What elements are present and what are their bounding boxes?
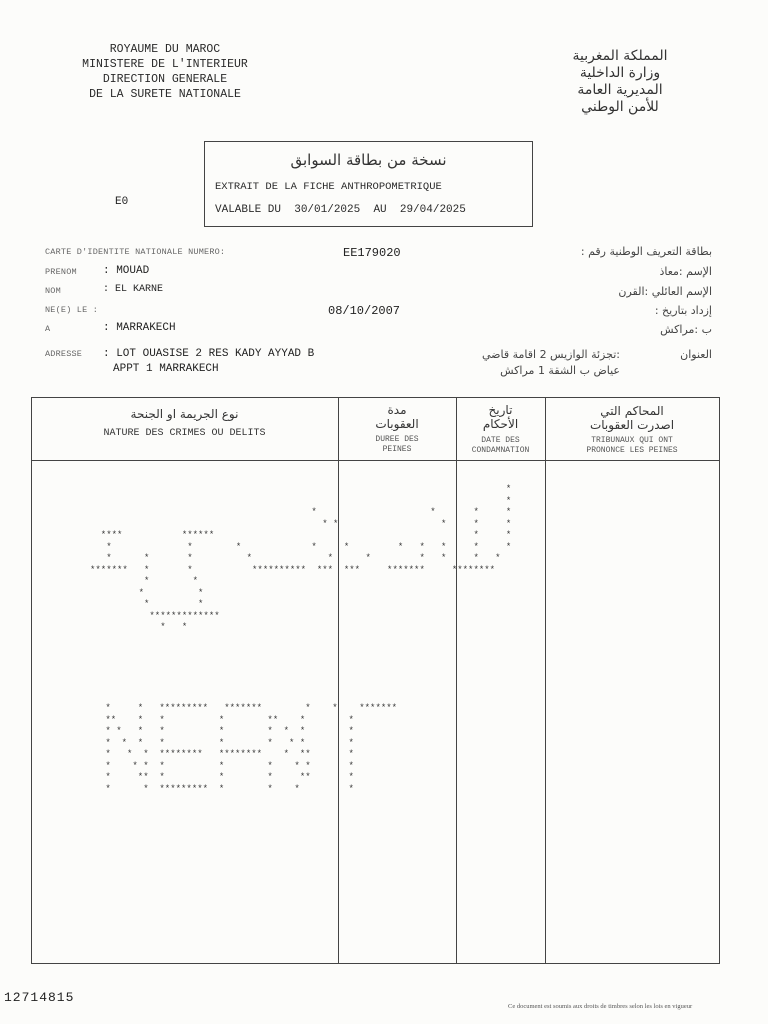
valid-from: 30/01/2025 bbox=[294, 204, 361, 216]
valid-to: 29/04/2025 bbox=[399, 204, 466, 216]
ne-ar: إزداد بتاريخ : bbox=[654, 304, 712, 317]
records-table bbox=[31, 397, 720, 964]
header-ar-line: وزارة الداخلية bbox=[579, 65, 661, 81]
valid-sep: AU bbox=[373, 204, 387, 216]
adresse-ar-line1: :تجزئة الوازيس 2 اقامة قاضي bbox=[481, 348, 620, 361]
col4-fr-1: TRIBUNAUX QUI ONT bbox=[591, 436, 673, 445]
footer-note: Ce document est soumis aux droits de timbres selon les lois en vigueur bbox=[508, 1003, 693, 1010]
valid-label: VALABLE DU bbox=[215, 204, 282, 216]
header-ar bbox=[535, 48, 705, 116]
header-ar-line: المديرية العامة bbox=[577, 82, 663, 98]
col3-ar-2: الأحكام bbox=[482, 417, 519, 431]
ne-value: 08/10/2007 bbox=[328, 304, 401, 318]
title-box bbox=[204, 141, 533, 227]
adresse-label: ADRESSE bbox=[45, 349, 83, 359]
col1-header-ar: نوع الجريمة او الجنحة bbox=[130, 407, 239, 421]
cin-value: EE179020 bbox=[343, 246, 401, 260]
col2-header-ar bbox=[339, 403, 455, 431]
a-label: A bbox=[45, 324, 51, 334]
asterisk-pattern-arabic: * * * * * * * * * * * **** ****** * * * * * * * * * * * * * * * * * * * * * * ******* * * ********** *** *** ******* ******** * * * * * * ************* * * bbox=[90, 484, 512, 632]
serial-number: 12714815 bbox=[4, 990, 75, 1005]
header-fr-line: ROYAUME DU MAROC bbox=[109, 43, 221, 56]
nom-label: NOM bbox=[45, 286, 61, 296]
a-ar: ب :مراكش bbox=[660, 323, 712, 336]
table-header-divider bbox=[31, 460, 719, 461]
validity-line bbox=[215, 204, 466, 216]
header-fr-line: DE LA SURETE NATIONALE bbox=[89, 88, 241, 101]
col-divider-2 bbox=[456, 397, 457, 964]
prenom-ar: الإسم :معاذ bbox=[659, 265, 712, 278]
adresse-ar-line2: عياض ب الشقة 1 مراكش bbox=[500, 364, 620, 377]
col-divider-1 bbox=[338, 397, 339, 964]
col3-header-fr bbox=[457, 436, 544, 456]
col-divider-3 bbox=[545, 397, 546, 964]
cin-label-ar: بطاقة التعريف الوطنية رقم : bbox=[580, 245, 712, 258]
col4-ar-1: المحاكم التي bbox=[600, 404, 664, 418]
col2-ar-2: العقوبات bbox=[375, 417, 419, 431]
col4-fr-2: PRONONCE LES PEINES bbox=[586, 446, 678, 455]
doc-code: E0 bbox=[115, 196, 129, 208]
prenom-value: : MOUAD bbox=[103, 265, 150, 277]
ne-label: NE(E) LE : bbox=[45, 305, 99, 315]
col3-fr-1: DATE DES bbox=[481, 436, 520, 445]
col4-ar-2: اصدرت العقوبات bbox=[589, 418, 675, 432]
col3-fr-2: CONDAMNATION bbox=[471, 446, 530, 455]
title-ar: نسخة من بطاقة السوابق bbox=[290, 151, 447, 169]
adresse-line2: APPT 1 MARRAKECH bbox=[113, 363, 219, 375]
header-ar-line: المملكة المغربية bbox=[572, 48, 668, 64]
header-fr bbox=[40, 42, 290, 102]
asterisk-pattern-latin: * * ********* ******* * * ******* ** * * * ** * * * * * * * * * * * * * * * * * * * * * * * ******** ******** * ** * * * * * * * * * * * ** * * * ** * * * ********* * * * * bbox=[105, 703, 398, 794]
col3-ar-1: تاريخ bbox=[488, 403, 513, 417]
col4-header-ar bbox=[546, 404, 718, 432]
a-value: : MARRAKECH bbox=[103, 322, 176, 334]
col2-header-fr bbox=[339, 435, 455, 455]
col2-ar-1: مدة bbox=[387, 403, 407, 417]
col2-fr-2: PEINES bbox=[382, 445, 412, 454]
header-fr-line: DIRECTION GENERALE bbox=[102, 73, 228, 86]
header-ar-line: للأمن الوطني bbox=[581, 99, 659, 115]
col4-header-fr bbox=[546, 436, 718, 456]
prenom-label: PRENOM bbox=[45, 267, 77, 277]
col2-fr-1: DUREE DES bbox=[375, 435, 419, 444]
nom-ar: الإسم العائلي :القرن bbox=[618, 285, 712, 298]
col1-header-fr: NATURE DES CRIMES OU DELITS bbox=[103, 428, 266, 439]
title-fr: EXTRAIT DE LA FICHE ANTHROPOMETRIQUE bbox=[215, 181, 442, 193]
nom-value: : EL KARNE bbox=[103, 284, 164, 295]
adresse-line1: : LOT OUASISE 2 RES KADY AYYAD B bbox=[103, 348, 315, 360]
adresse-ar-label: العنوان bbox=[680, 348, 712, 361]
header-fr-line: MINISTERE DE L'INTERIEUR bbox=[82, 58, 248, 71]
col3-header-ar bbox=[457, 403, 544, 431]
cin-label: CARTE D'IDENTITE NATIONALE NUMERO: bbox=[45, 247, 226, 257]
